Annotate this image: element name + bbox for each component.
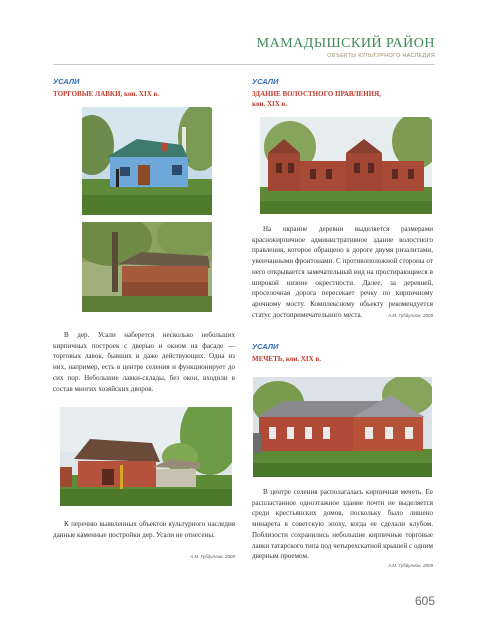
section-title-main: ТОРГОВЫЕ ЛАВКИ, bbox=[53, 90, 123, 98]
district-subtitle: ОБЪЕКТЫ КУЛЬТУРНОГО НАСЛЕДИЯ bbox=[327, 53, 435, 59]
photo-mosque bbox=[253, 377, 432, 477]
photo-credit: А.М. Губдуллин, 2009 bbox=[388, 313, 433, 318]
photo-credit: А.М. Губдуллин, 2009 bbox=[190, 554, 235, 559]
section-title-date: кон. XIX в. bbox=[252, 100, 288, 108]
section-title bbox=[252, 89, 432, 109]
section-location: УСАЛИ bbox=[252, 342, 279, 351]
section-title bbox=[53, 89, 233, 99]
page-number: 605 bbox=[414, 594, 435, 608]
section-title-date: кон. XIX в. bbox=[285, 355, 321, 363]
photo-brick-shop bbox=[82, 222, 212, 312]
section-location: УСАЛИ bbox=[53, 77, 80, 86]
paragraph-registry: К перечню выявленных объектов культурного наследия данные каменные постройки дер. Усали не отнесены. bbox=[53, 520, 235, 539]
photo-volost-building bbox=[260, 117, 432, 214]
paragraph-shops: В дер. Усали наберется несколько небольших кирпичных построек с дверью и окном на фасаде — торговых лавок, бывших и даже действующих. Одна из них, например, есть в центре селения и функционирует до сих пор. Небольшие лавки-склады, без окон, входили в состав многих хозяйских дворов. bbox=[53, 331, 235, 393]
photo-blue-shop bbox=[82, 107, 212, 215]
paragraph-volost: На окраине деревни выделяется размерами краснокирпичное административное здание волостного правления, которое обращено к дороге двумя ризалитами, увенчанными фронтонами. С противоположной стороны от него открывается замечательный вид на простирающиеся в широкой низине окрестности. Далее, за деревней, проселочная дорога пересекает речку по кирпичному арочному мосту. Комплексному объекту рекомендуется статус достопримечательного места. bbox=[252, 225, 433, 319]
section-location: УСАЛИ bbox=[252, 77, 279, 86]
section-title bbox=[252, 354, 432, 364]
section-title-date: кон. XIX в. bbox=[123, 90, 160, 98]
photo-red-shop bbox=[60, 407, 232, 506]
photo-credit: А.М. Губдуллин, 2009 bbox=[388, 563, 433, 568]
paragraph-mosque: В центре селения располагалась кирпичная мечеть. Ее распластанное одноэтажное здание почти не выделяется среди крестьянских домов, поскольку было лишено минарета в советскую эпоху, когда ее сделали клубом. Поблизости сохранились небольшие кирпичные торговые лавки татарского типа под четырехскатной крышей с одним дверным проемом. bbox=[252, 488, 433, 561]
section-title-main: ЗДАНИЕ ВОЛОСТНОГО ПРАВЛЕНИЯ, bbox=[252, 90, 381, 98]
district-title: МАМАДЫШСКИЙ РАЙОН bbox=[256, 36, 435, 51]
section-title-main: МЕЧЕТЬ, bbox=[252, 355, 285, 363]
header-rule bbox=[53, 64, 435, 65]
